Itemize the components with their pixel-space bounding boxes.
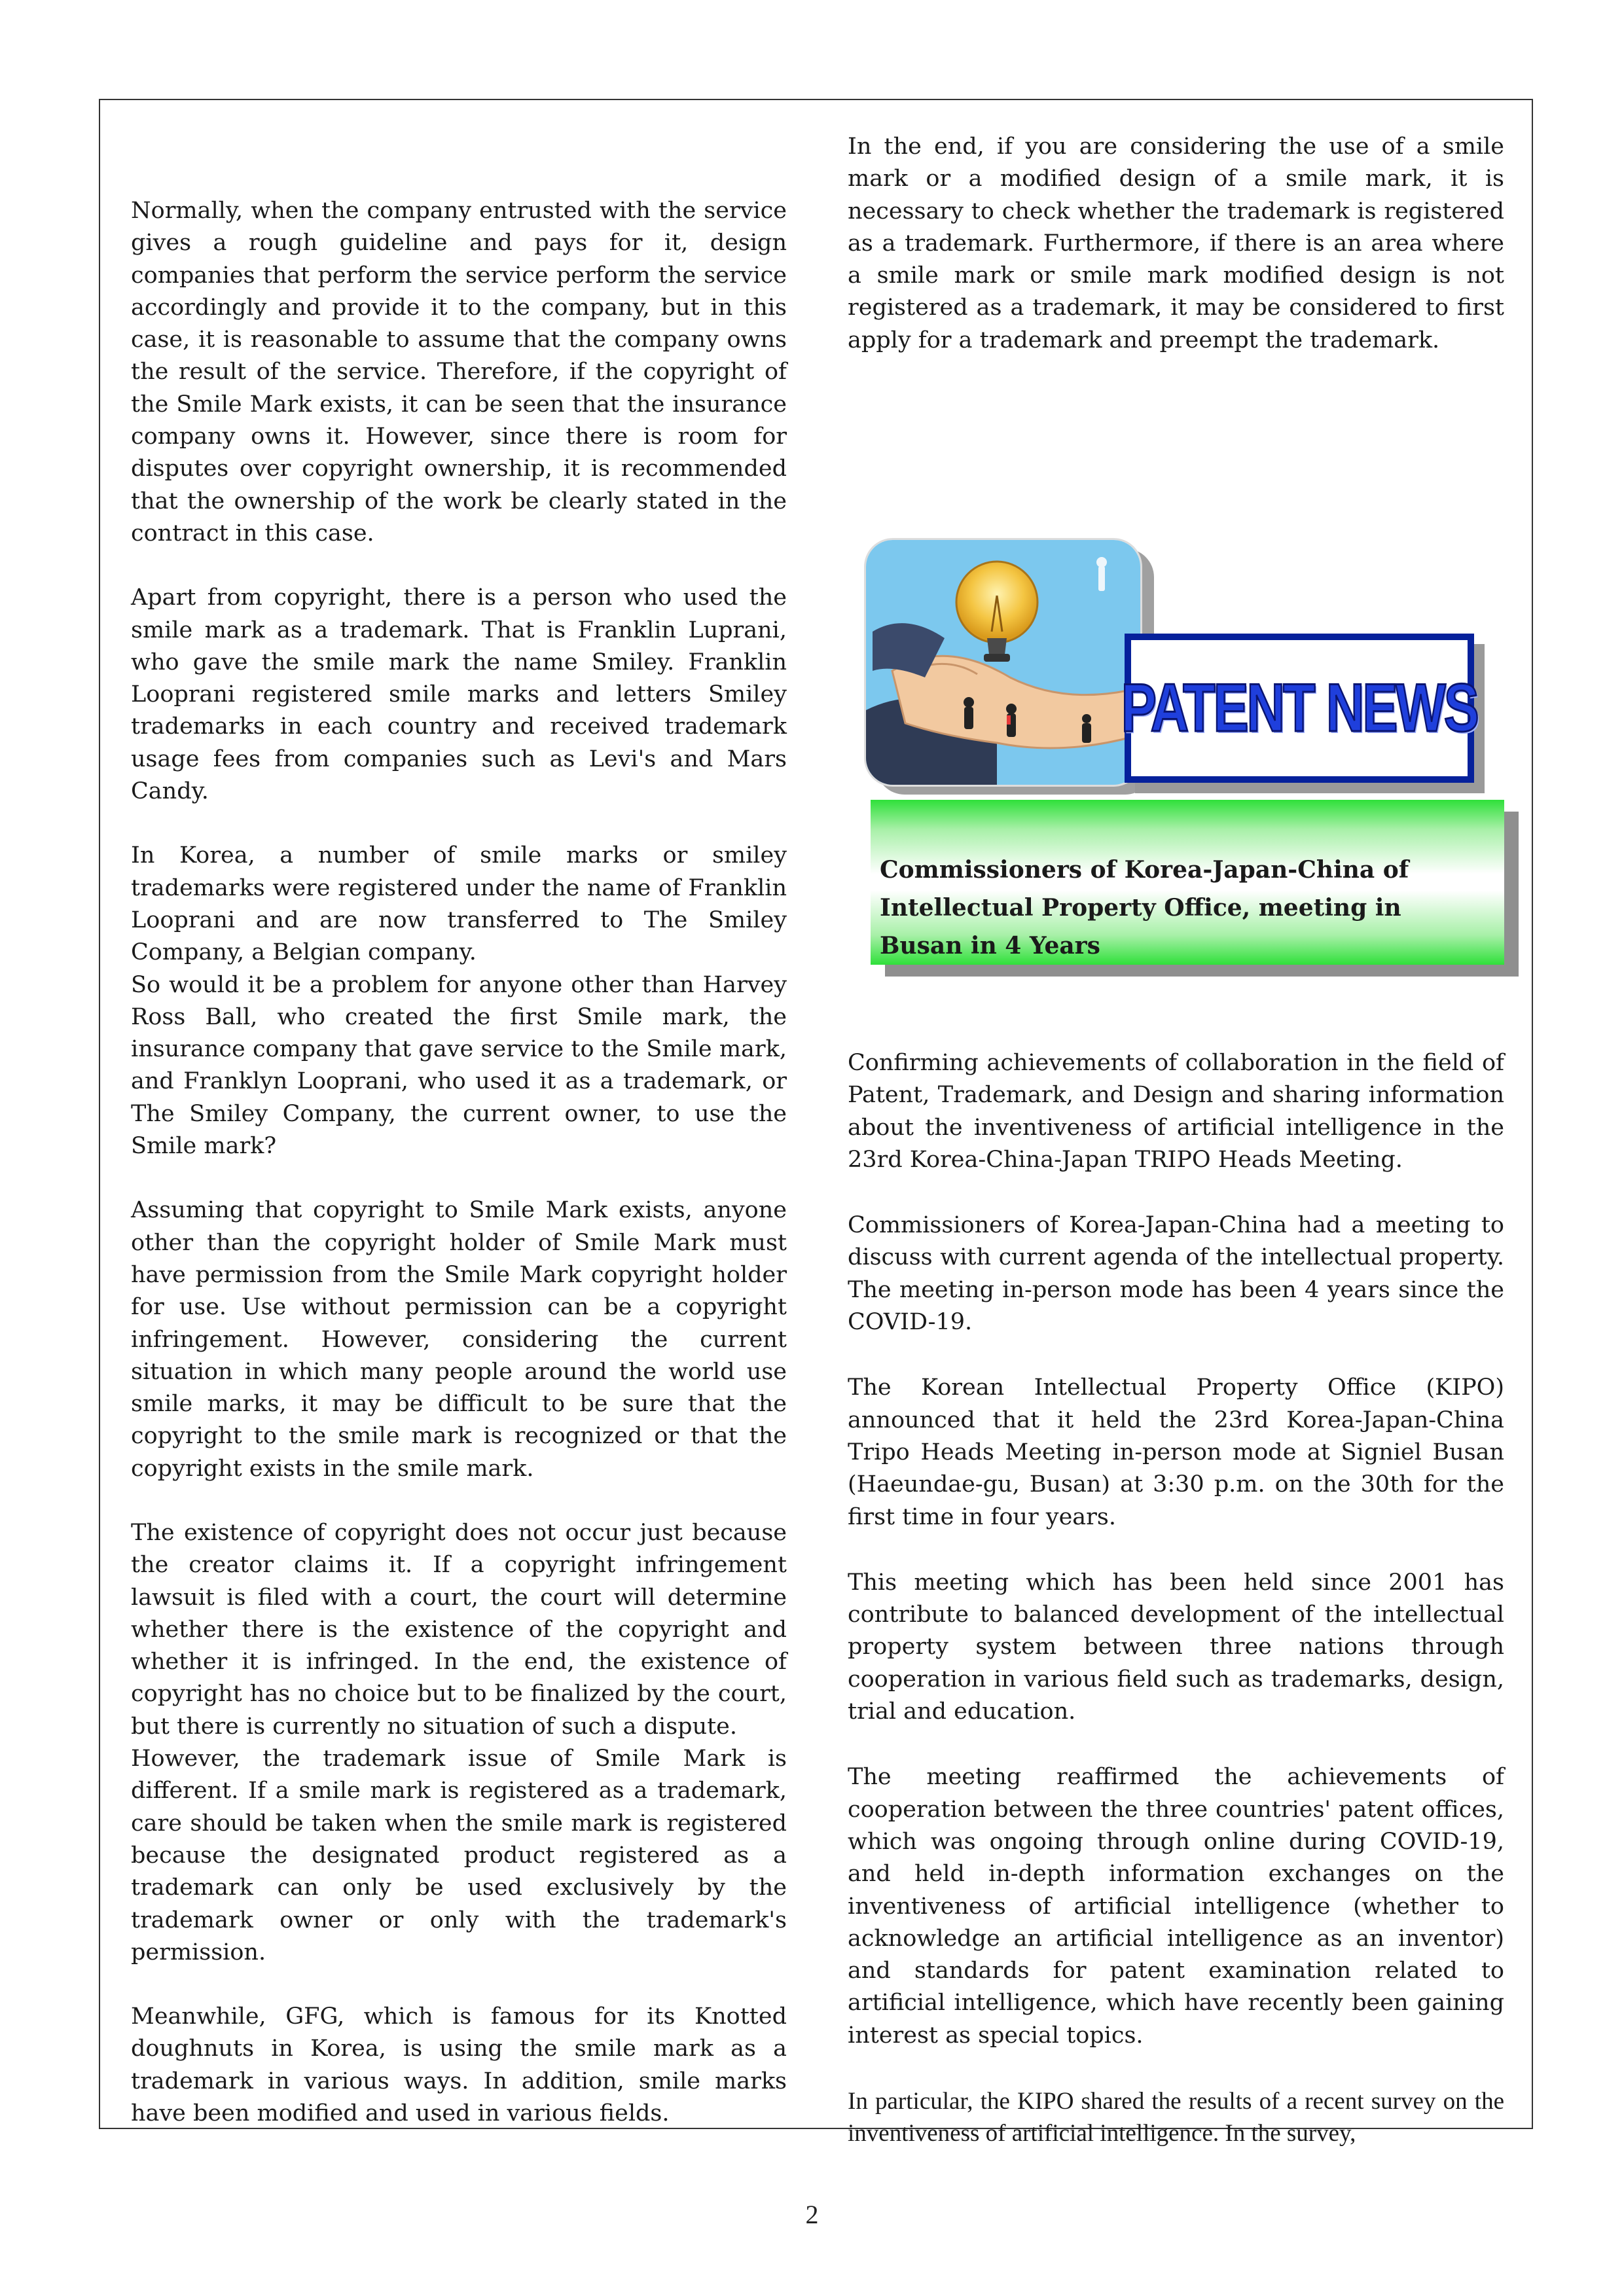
patent-news-logo (1121, 634, 1478, 783)
paragraph: Apart from copyright, there is a person who used the smile mark as a trademark. That is Franklin Luprani, who gave the smile mark the name Smiley. Franklin Looprani registered smile marks and letters Smiley trademarks in each country and received trademark usage fees from companies such as Levi's and Mars Candy. (131, 584, 787, 805)
paragraph: The existence of copyright does not occur just because the creator claims it. If a copyright infringement lawsuit is filed with a court, the court will determine whether there is the existence of the copyright and whether it is infringed. In the end, the existence of copyright has no choice but to be finalized by the court, but there is currently no situation of such a dispute. (131, 1519, 787, 1740)
hand-lightbulb-icon (866, 540, 1142, 787)
paragraph: The meeting reaffirmed the achievements of cooperation between the three countries' patent offices, which was ongoing through online during COVID-19, and held in-depth information exchanges on the inventiveness of artificial intelligence (whether to acknowledge an artificial intelligence as an inventor) and standards for patent examination related to artificial intelligence, which have recently been gaining interest as special topics. (848, 1764, 1504, 2049)
paragraph: Confirming achievements of collaboration in the field of Patent, Trademark, and Design and sharing information about the inventiveness of artificial intelligence in the 23rd Korea-China-Japan TRIPO Heads Meeting. (848, 1050, 1504, 1173)
paragraph: The Korean Intellectual Property Office (KIPO) announced that it held the 23rd Korea-Japan-China Tripo Heads Meeting in-person mode at Signiel Busan (Haeundae-gu, Busan) at 3:30 p.m. on the 30th for the first time in four years. (848, 1374, 1504, 1530)
headline-box (871, 800, 1504, 965)
right-column-bottom (848, 1047, 1504, 2149)
paragraph: In Korea, a number of smile marks or smiley trademarks were registered under the name of Franklin Looprani and are now transferred to The Smiley Company, a Belgian company. (131, 842, 787, 966)
left-column (131, 195, 787, 2130)
paragraph: However, the trademark issue of Smile Mark is different. If a smile mark is registered as a trademark, care should be taken when the smile mark is registered because the designated product registered as a trademark can only be used exclusively by the trademark owner or only with the trademark's permission. (131, 1746, 787, 1965)
paragraph: Commissioners of Korea-Japan-China had a meeting to discuss with current agenda of the intellectual property. The meeting in-person mode has been 4 years since the COVID-19. (848, 1212, 1504, 1336)
paragraph: So would it be a problem for anyone other than Harvey Ross Ball, who created the first Smile mark, the insurance company that gave service to the Smile mark, and Franklyn Looprani, who used it as a trademark, or The Smiley Company, the current owner, to use the Smile mark? (131, 971, 787, 1160)
paragraph: Normally, when the company entrusted with the service gives a rough guideline and pays for it, design companies that perform the service perform the service accordingly and provide it to the company, but in this case, it is reasonable to assume that the company owns the result of the service. Therefore, if the copyright of the Smile Mark exists, it can be seen that the insurance company owns it. However, since there is room for disputes over copyright ownership, it is recommended that the ownership of the work be clearly stated in the contract in this case. (131, 198, 787, 547)
logo-text: PATENT NEWS (1121, 670, 1478, 746)
right-column-top (848, 131, 1504, 357)
hand-lightbulb-illustration (864, 538, 1142, 787)
paragraph: Meanwhile, GFG, which is famous for its Knotted doughnuts in Korea, is using the smile mark as a trademark in various ways. In addition, smile marks have been modified and used in various fields. (131, 2003, 787, 2127)
paragraph: Assuming that copyright to Smile Mark exists, anyone other than the copyright holder of Smile Mark must have permission from the Smile Mark copyright holder for use. Use without permission can be a copyright infringement. However, considering the current situation in which many people around the world use smile marks, it may be difficult to be sure that the copyright to the smile mark is recognized or that the copyright exists in the smile mark. (131, 1197, 787, 1482)
paragraph: In particular, the KIPO shared the results of a recent survey on the inventiveness of artificial intelligence. In the survey, (848, 2088, 1504, 2147)
page-number: 2 (805, 2200, 819, 2229)
paragraph: In the end, if you are considering the use of a smile mark or a modified design of a smile mark, it is necessary to check whether the trademark is registered as a trademark. Furthermore, if there is an area where a smile mark or smile mark modified design is not registered as a trademark, it may be considered to first apply for a trademark and preempt the trademark. (848, 134, 1504, 353)
paragraph: This meeting which has been held since 2001 has contribute to balanced development of the intellectual property system between three nations through cooperation in various field such as trademarks, design, trial and education. (848, 1569, 1504, 1725)
article-headline: Commissioners of Korea-Japan-China of Intellectual Property Office, meeting in Busan in 4 Years (880, 856, 1409, 960)
